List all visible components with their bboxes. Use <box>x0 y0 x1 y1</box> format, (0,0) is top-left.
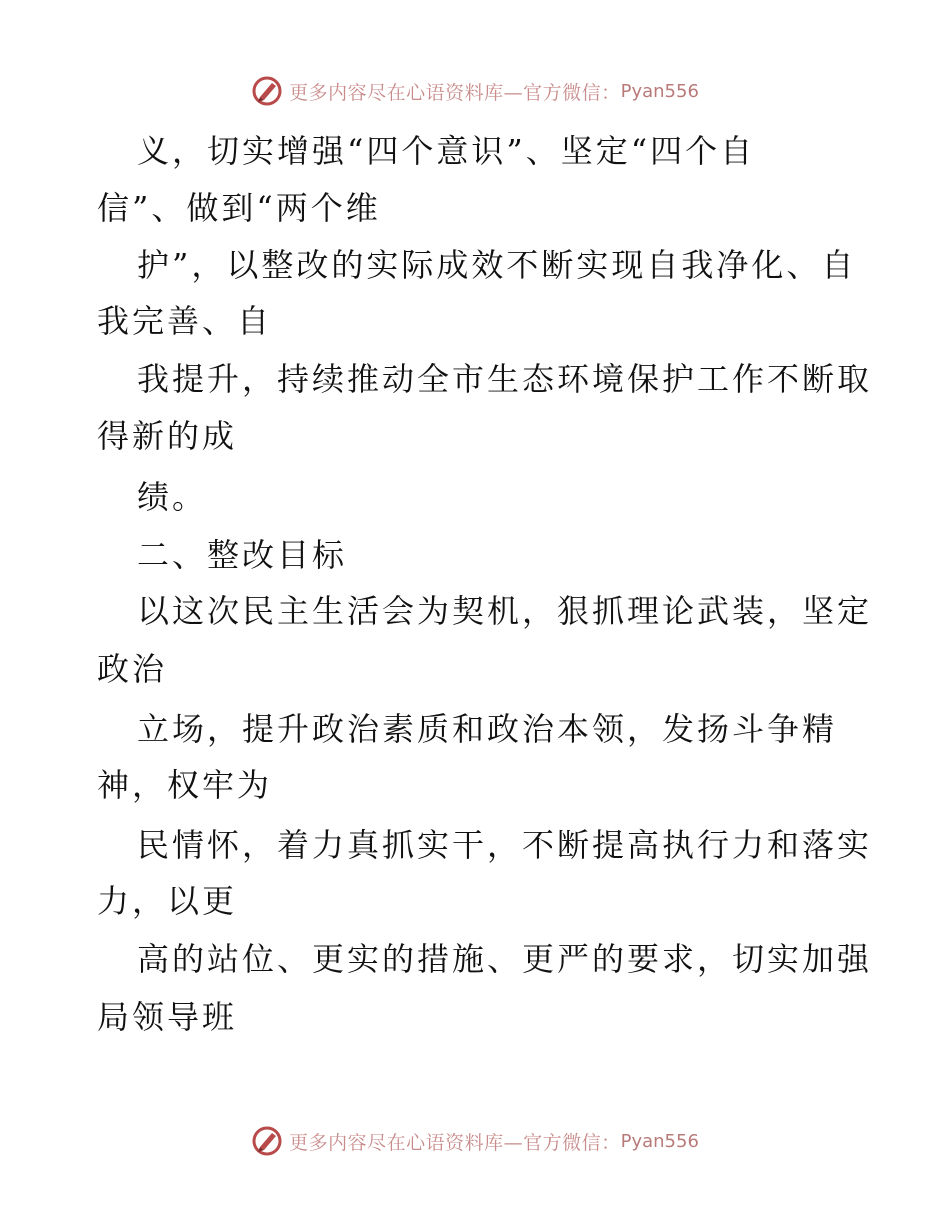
text-line: 高的站位、更实的措施、更严的要求，切实加强 <box>137 940 873 978</box>
text-line: 护”，以整改的实际成效不断实现自我净化、自 <box>137 246 857 284</box>
watermark-text: 更多内容尽在心语资料库—官方微信： <box>289 1131 621 1154</box>
text-line: 得新的成 <box>97 417 238 455</box>
text-line: 绩。 <box>137 478 208 516</box>
text-line: 以这次民主生活会为契机，狠抓理论武装，坚定 <box>137 592 873 630</box>
text-line: 政治 <box>97 650 168 688</box>
pen-circle-logo-icon <box>251 75 283 107</box>
text-line: 我提升，持续推动全市生态环境保护工作不断取 <box>137 360 873 398</box>
watermark-wechat-id: Pyan556 <box>620 1130 699 1152</box>
text-line: 局领导班 <box>97 998 238 1036</box>
header-watermark <box>0 71 950 111</box>
text-line: 义，切实增强“四个意识”、坚定“四个自 <box>137 132 756 170</box>
text-line: 信”、做到“两个维 <box>97 189 381 227</box>
pen-circle-logo-icon <box>251 1125 283 1157</box>
text-line: 神，权牢为 <box>97 766 273 804</box>
text-line: 我完善、自 <box>97 302 273 340</box>
section-heading: 二、整改目标 <box>137 536 348 574</box>
text-line: 民情怀，着力真抓实干，不断提高执行力和落实 <box>137 826 873 864</box>
footer-watermark <box>0 1121 950 1161</box>
text-line: 力，以更 <box>97 882 238 920</box>
text-line: 立场，提升政治素质和政治本领，发扬斗争精 <box>137 710 838 748</box>
watermark-wechat-id: Pyan556 <box>620 80 699 102</box>
watermark-text: 更多内容尽在心语资料库—官方微信： <box>289 81 621 104</box>
